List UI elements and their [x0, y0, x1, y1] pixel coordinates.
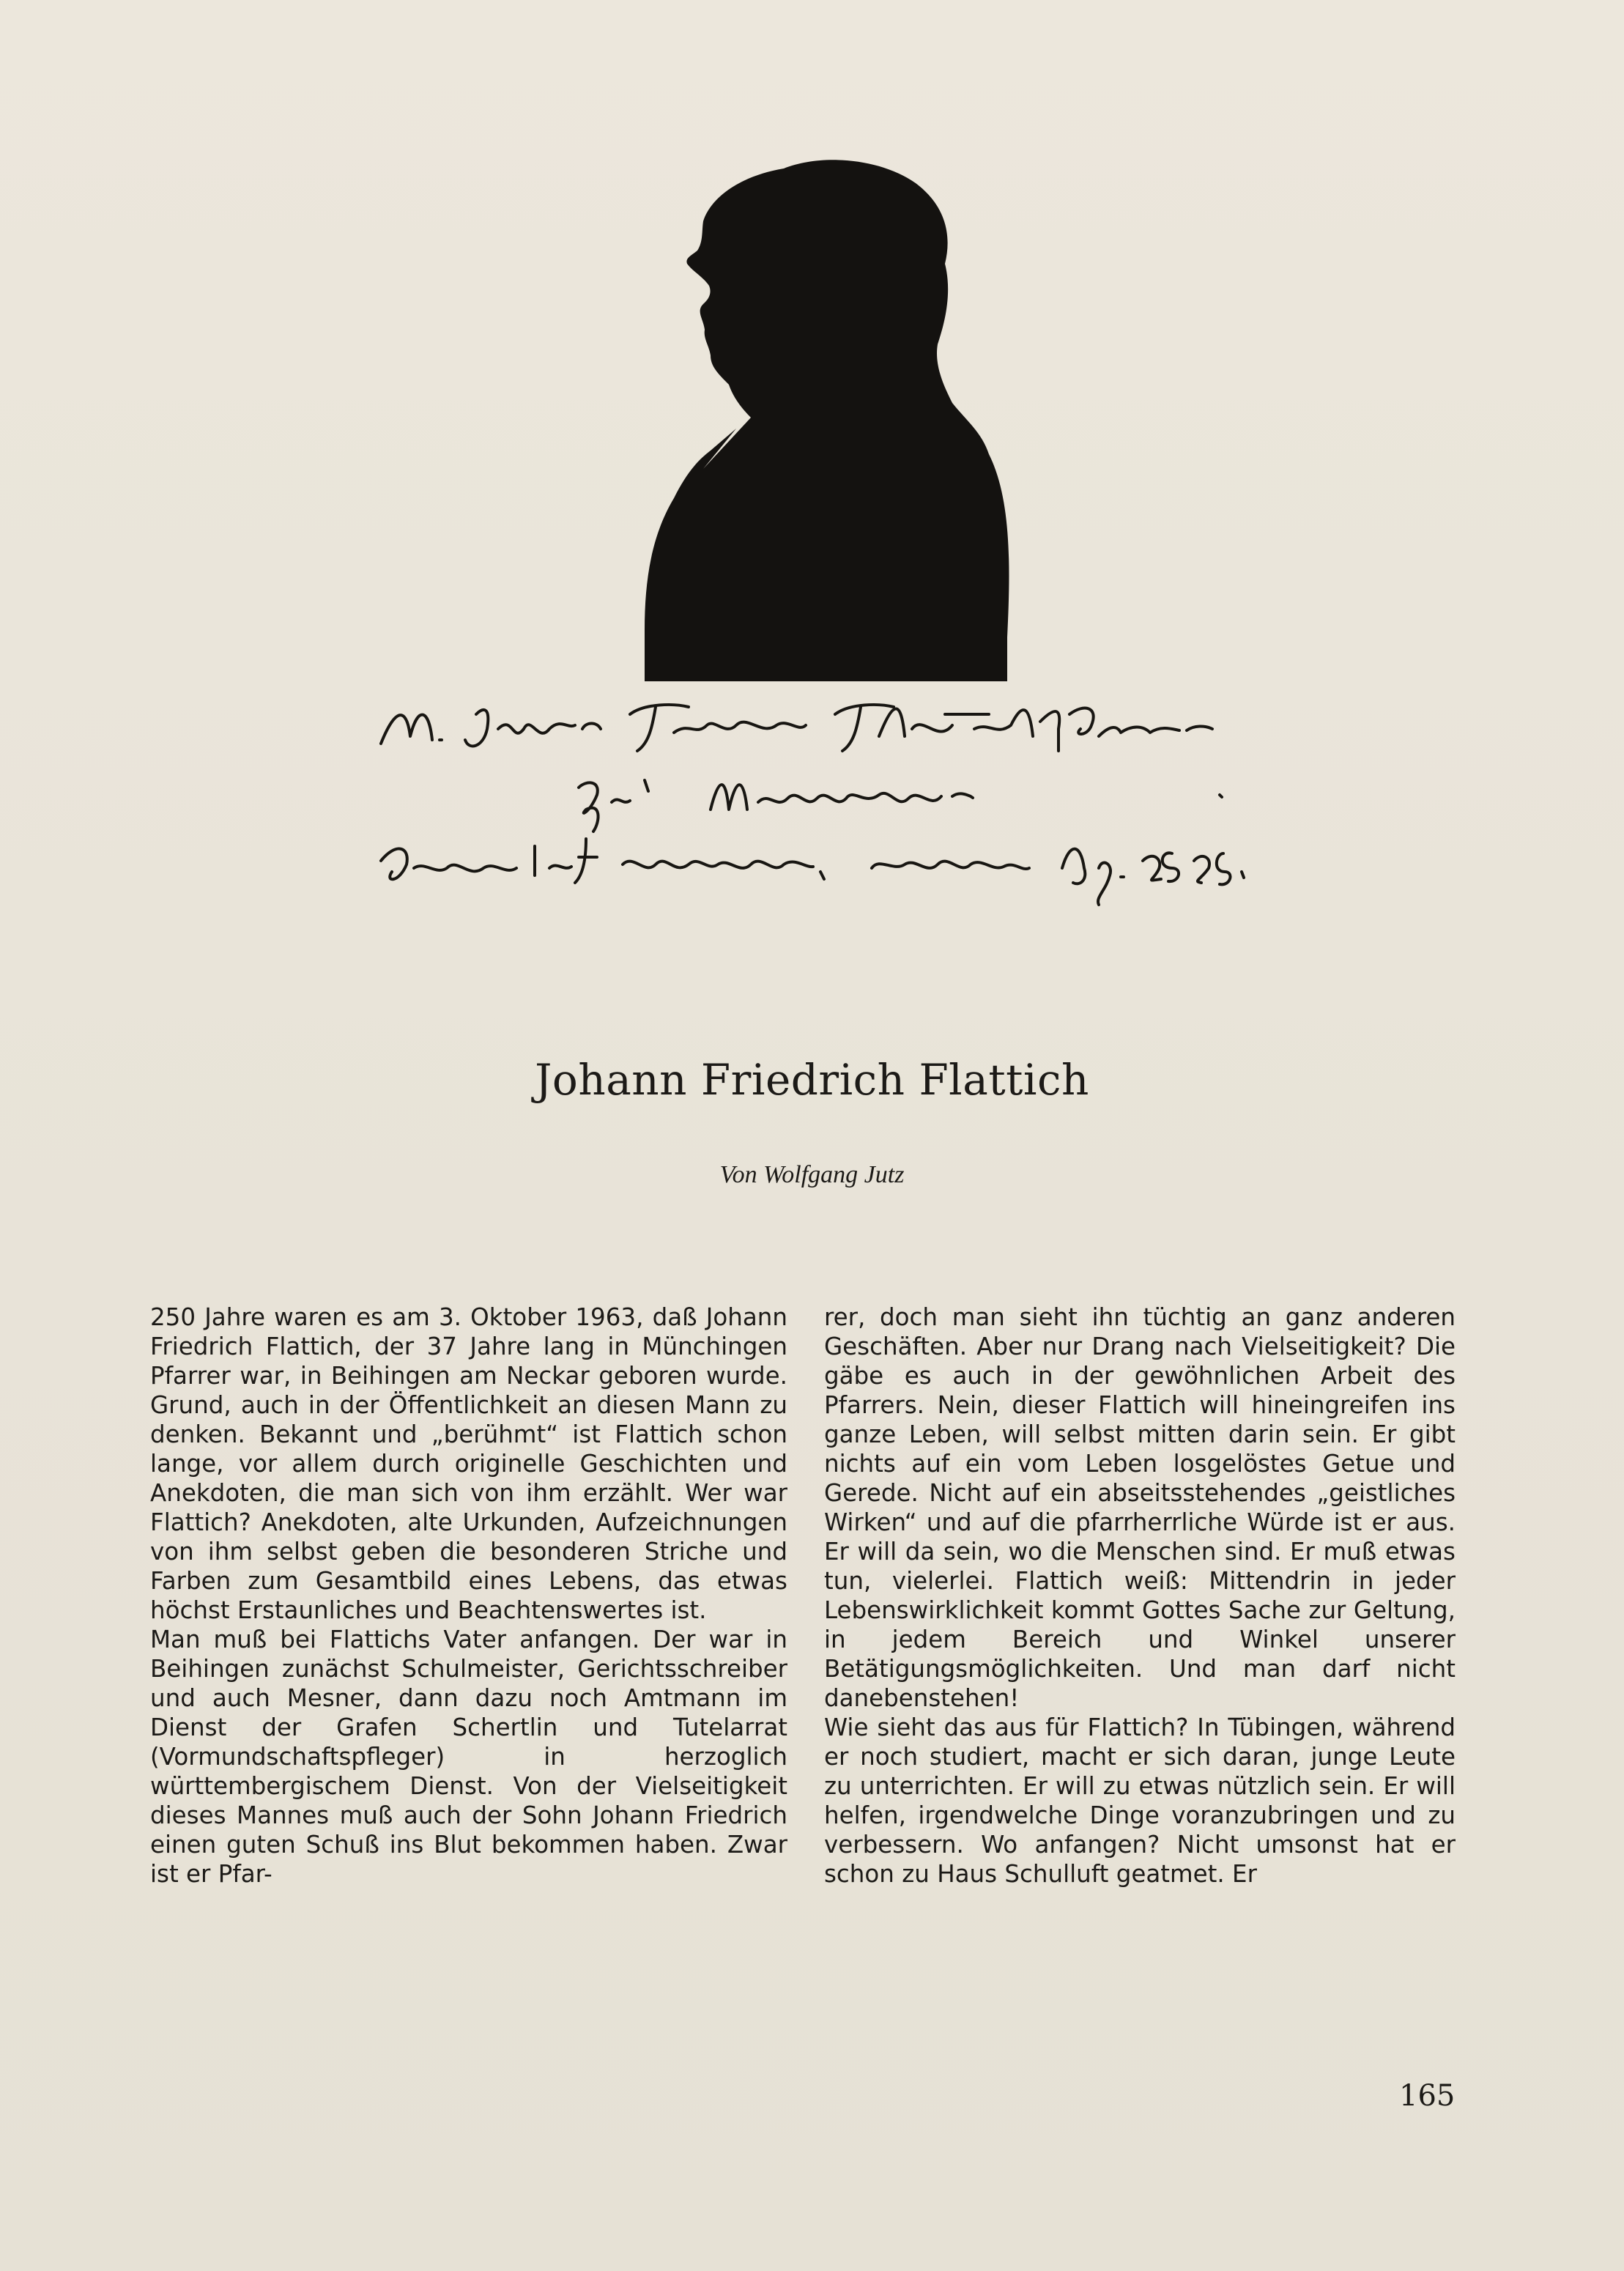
left-column — [150, 1303, 787, 1889]
article-title: Johann Friedrich Flattich — [535, 1055, 1089, 1105]
handwritten-inscription — [366, 685, 1289, 934]
paragraph: 250 Jahre waren es am 3. Oktober 1963, daß Johann Friedrich Flattich, der 37 Jahre lang in Münchingen Pfarrer war, in Beihingen am Neckar geboren wurde. Grund, auch in der Öffentlichkeit an diesen Mann zu denken. Bekannt und „berühmt“ ist Flattich schon lange, vor allem durch originelle Geschichten und Anekdoten, die man sich von ihm erzählt. Wer war Flattich? Anekdoten, alte Urkunden, Aufzeichnungen von ihm selbst geben die besonderen Striche und Farben zum Gesamtbild eines Lebens, das etwas höchst Erstaunliches und Beachtenswertes ist. — [150, 1303, 787, 1624]
silhouette-portrait — [601, 154, 1011, 681]
paragraph: Wie sieht das aus für Flattich? In Tübingen, während er noch studiert, macht er sich daran, junge Leute zu unterrichten. Er will zu etwas nützlich sein. Er will helfen, irgendwelche Dinge voranzubringen und zu verbessern. Wo anfangen? Nicht umsonst hat er schon zu Haus Schulluft geatmet. Er — [824, 1714, 1456, 1888]
paragraph: Man muß bei Flattichs Vater anfangen. Der war in Beihingen zunächst Schulmeister, Gerichtsschreiber und auch Mesner, dann dazu noch Amtmann im Dienst der Grafen Schertlin und Tutelarrat (Vormundschaftspfleger) in herzoglich württembergischem Dienst. Von der Vielseitigkeit dieses Mannes muß auch der Sohn Johann Friedrich einen guten Schuß ins Blut bekommen haben. Zwar ist er Pfar- — [150, 1626, 787, 1888]
article-byline: Von Wolfgang Jutz — [719, 1161, 905, 1188]
right-column — [824, 1303, 1456, 1889]
paragraph: rer, doch man sieht ihn tüchtig an ganz anderen Geschäften. Aber nur Drang nach Vielseitigkeit? Die gäbe es auch in der gewöhnlichen Arbeit des Pfarrers. Nein, dieser Flattich will hineingreifen ins ganze Leben, will selbst mitten darin sein. Er gibt nichts auf ein vom Leben losgelöstes Getue und Gerede. Nicht auf ein abseitsstehendes „geistliches Wirken“ und auf die pfarrherrliche Würde ist er aus. Er will da sein, wo die Menschen sind. Er muß etwas tun, vielerlei. Flattich weiß: Mittendrin in jeder Lebenswirklichkeit kommt Gottes Sache zur Geltung, in jedem Bereich und Winkel unserer Betätigungsmöglichkeiten. Und man darf nicht danebenstehen! — [824, 1303, 1456, 1712]
page-number: 165 — [1399, 2079, 1456, 2113]
